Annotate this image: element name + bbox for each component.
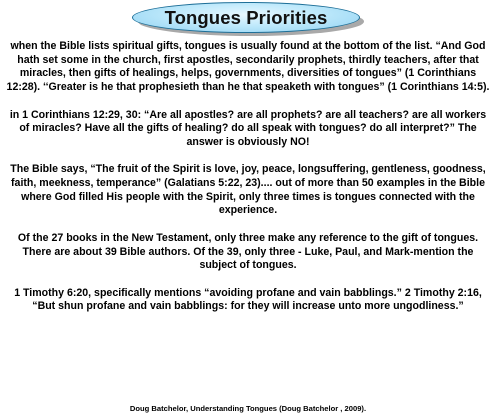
paragraph-corinthians-questions: in 1 Corinthians 12:29, 30: “Are all apostles? are all prophets? are all teachers? are all workers of miracles? Have all the gifts of healing? do all speak with tongues? do all interpret?” The answer is obviously NO! bbox=[9, 108, 487, 148]
body-text bbox=[4, 40, 492, 314]
citation-footer: Doug Batchelor, Understanding Tongues (Doug Batchelor , 2009). bbox=[129, 404, 367, 413]
paragraph-timothy: 1 Timothy 6:20, specifically mentions “avoiding profane and vain babblings.” 2 Timothy 2:16, “But shun profane and vain babblings: for they will increase unto more ungodliness.” bbox=[14, 286, 482, 313]
title-oval bbox=[132, 2, 360, 33]
paragraph-spiritual-gifts: when the Bible lists spiritual gifts, tongues is usually found at the bottom of the list. “And God hath set some in the church, first apostles, secondarily prophets, thirdly teachers, after that miracles, then gifts of healings, helps, governments, diversities of tongues” (1 Corinthians 12:28). ‘‘Greater is he that prophesieth than he that speaketh with tongues” (1 Corinthians 14:5). bbox=[6, 40, 490, 94]
paragraph-new-testament-books: Of the 27 books in the New Testament, only three make any reference to the gift of tongues. There are about 39 Bible authors. Of the 39, only three - Luke, Paul, and Mark-mention the subject of tongues. bbox=[17, 231, 479, 272]
page-title: Tongues Priorities bbox=[164, 6, 328, 28]
paragraph-fruit-of-spirit: The Bible says, “The fruit of the Spirit is love, joy, peace, longsuffering, gentleness, goodness, faith, meekness, temperance” (Galatians 5:22, 23).... out of more than 50 examples in the Bible where God filled His people with the Spirit, only three times is tongues connected with the experience. bbox=[10, 163, 486, 217]
title-banner bbox=[132, 2, 364, 36]
